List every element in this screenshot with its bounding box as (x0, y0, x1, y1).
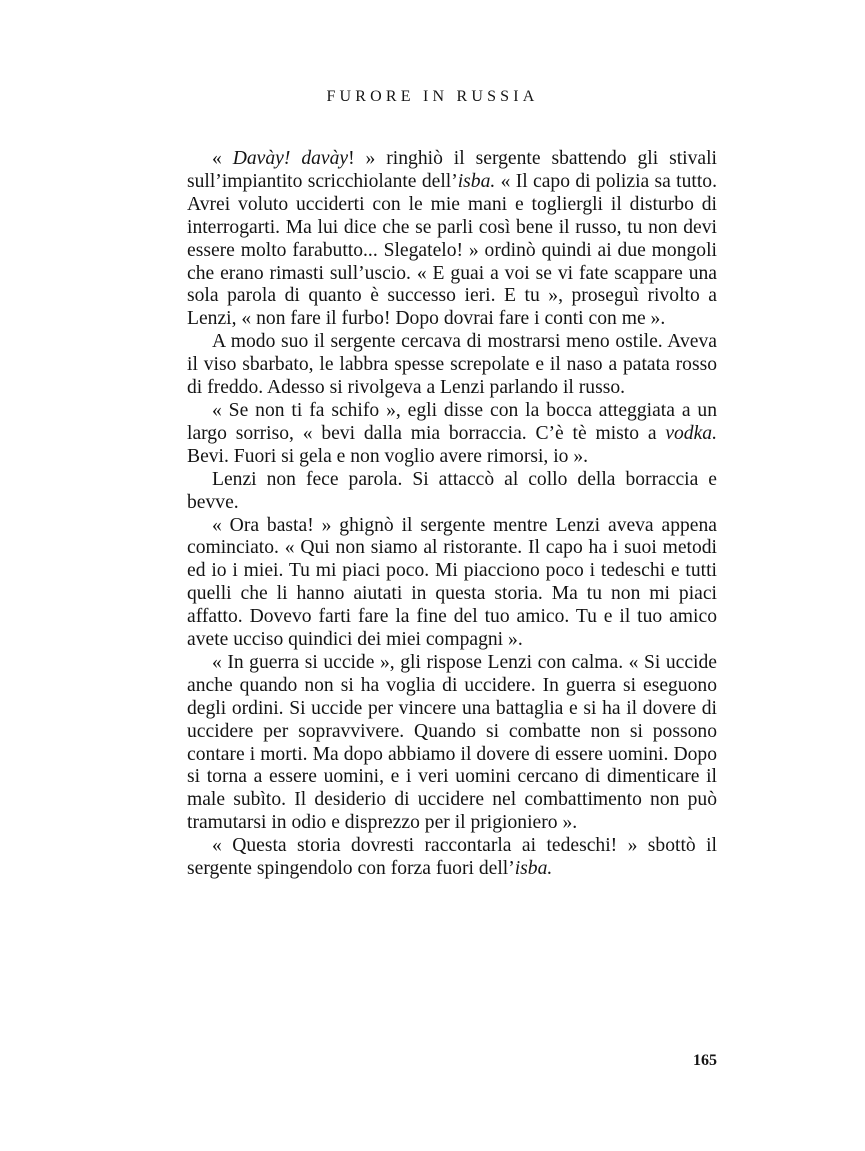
italic-text: vodka. (665, 422, 717, 444)
running-title: FURORE IN RUSSIA (326, 88, 539, 105)
paragraph (187, 331, 717, 400)
paragraph (187, 652, 717, 835)
text-run: « Ora basta! » ghignò il sergente mentre Lenzi aveva appena cominciato. « Qui non siamo al ristorante. Il capo ha i suoi metodi ed io i miei. Tu mi piaci poco. Mi piacciono poco i tedeschi e tutti quelli che li hanno aiutati in questa storia. Ma tu non mi piaci affatto. Dovevo farti fare la fine del tuo amico. Tu e il tuo amico avete ucciso quindici dei miei compagni ». (187, 514, 717, 651)
italic-text: isba. (514, 858, 553, 880)
italic-text: Davày! davày (232, 148, 349, 169)
paragraph (187, 400, 717, 469)
paragraph (187, 835, 717, 881)
italic-text: isba. (457, 170, 496, 192)
text-run: A modo suo il sergente cercava di mostrarsi meno ostile. Aveva il viso sbarbato, le labbra spesse screpolate e il naso a patata rosso di freddo. Adesso si rivolgeva a Lenzi parlando il russo. (187, 331, 717, 399)
paragraph (187, 148, 717, 331)
text-run: « In guerra si uccide », gli rispose Lenzi con calma. « Si uccide anche quando non si ha voglia di uccidere. In guerra si eseguono degli ordini. Si uccide per vincere una battaglia e si ha il dovere di uccidere per sopravvivere. Quando si combatte non si possono contare i morti. Ma dopo abbiamo il dovere di essere uomini. Dopo si torna a essere uomini, e i veri uomini cercano di dimenticare il male subìto. Il desiderio di uccidere nel combattimento non può tramutarsi in odio e disprezzo per il prigioniero ». (187, 651, 717, 834)
paragraph (187, 469, 717, 515)
text-run: Lenzi non fece parola. Si attaccò al collo della borraccia e bevve. (187, 468, 717, 513)
text-run: Bevi. Fuori si gela e non voglio avere rimorsi, io ». (187, 445, 589, 467)
body-text (187, 148, 717, 881)
paragraph (187, 515, 717, 652)
text-run: « (212, 148, 233, 169)
text-run: « Questa storia dovresti raccontarla ai tedeschi! » sbottò il sergente spingendolo con forza fuori dell’ (187, 835, 717, 880)
page-number: 165 (693, 1052, 717, 1069)
text-run: ! » ringhiò il sergente sbattendo gli stivali sull’impiantito scricchiolante dell’ (187, 148, 717, 192)
text-run: « Il capo di polizia sa tutto. Avrei voluto ucciderti con le mie mani e togliergli il disturbo di interrogarti. Ma lui dice che se parli così bene il russo, tu non devi essere molto farabutto... Slegatelo! » ordinò quindi ai due mongoli che erano rimasti sull’uscio. « E guai a voi se vi fate scappare una sola parola di quanto è successo ieri. E tu », proseguì rivolto a Lenzi, « non fare il furbo! Dopo dovrai fare i conti con me ». (187, 170, 717, 330)
text-run: « Se non ti fa schifo », egli disse con la bocca atteggiata a un largo sorriso, « bevi dalla mia borraccia. C’è tè misto a (187, 399, 717, 444)
